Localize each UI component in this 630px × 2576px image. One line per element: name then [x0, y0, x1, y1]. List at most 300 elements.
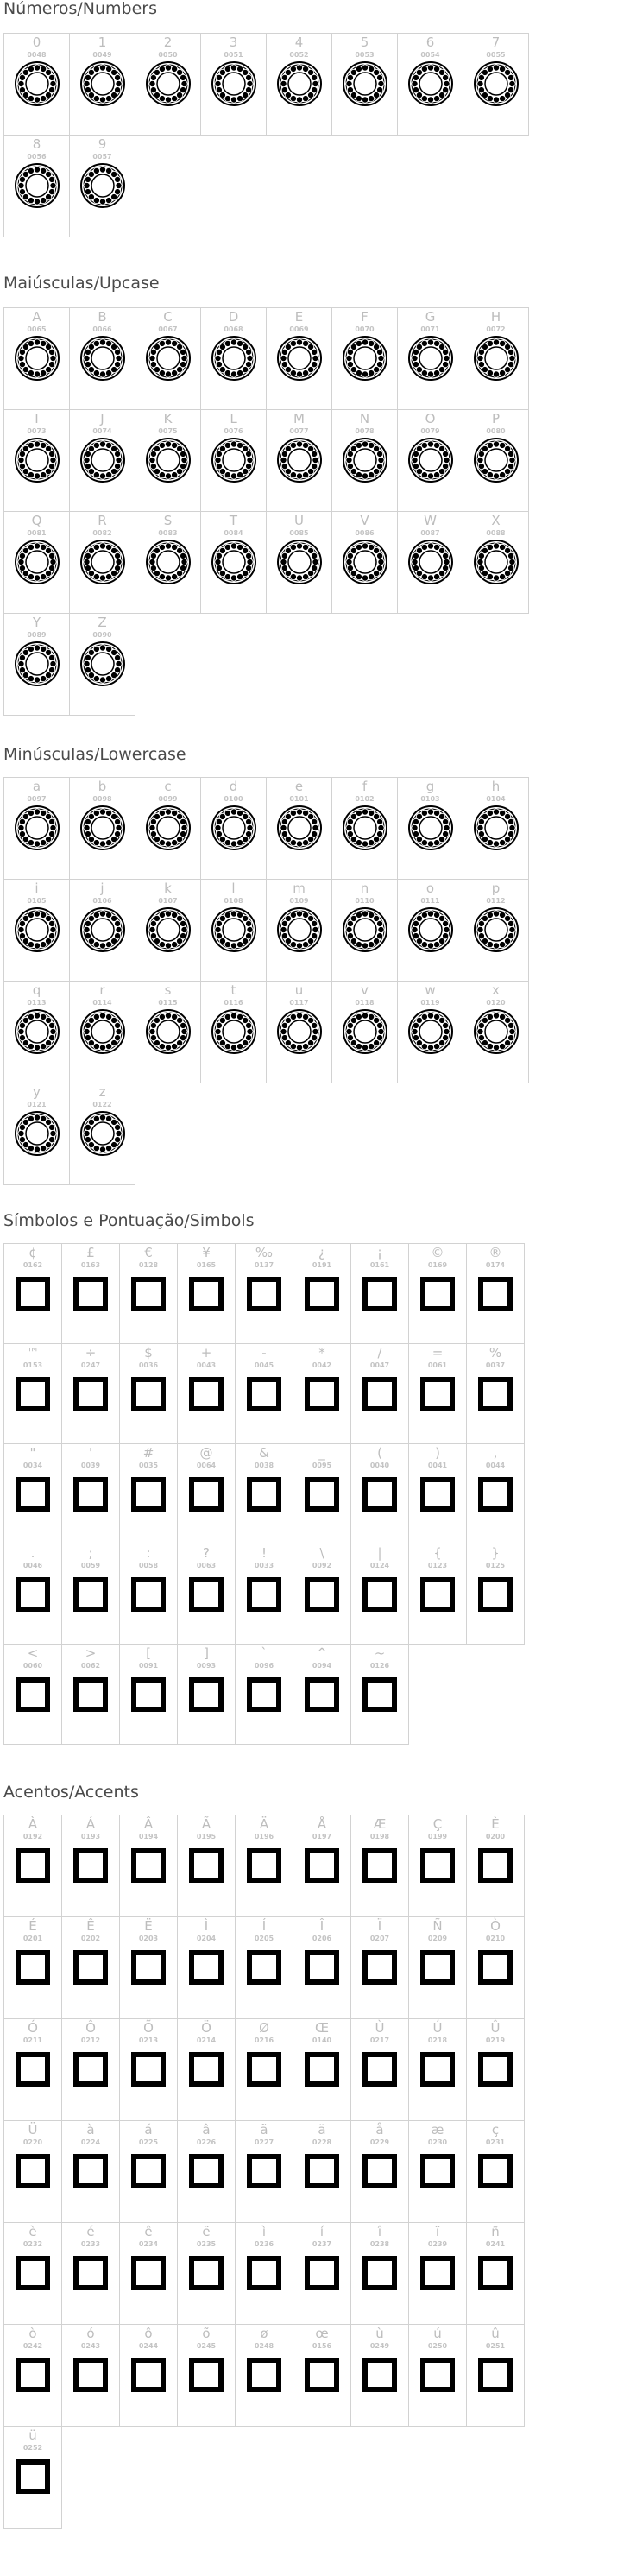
glyph-cell[interactable]	[466, 2120, 525, 2223]
glyph-cell[interactable]	[69, 777, 135, 880]
glyph-cell[interactable]	[69, 409, 135, 512]
glyph-cell[interactable]	[397, 33, 463, 136]
glyph-cell[interactable]	[408, 2324, 467, 2427]
glyph-char-label: ¢	[28, 1245, 37, 1260]
glyph-code-label: 0124	[369, 1562, 390, 1569]
glyph-cell[interactable]	[3, 1815, 62, 1917]
glyph-cell[interactable]	[61, 1544, 120, 1645]
missing-glyph-box-icon	[73, 2256, 108, 2290]
glyph-cell[interactable]	[61, 1443, 120, 1544]
glyph-cell[interactable]	[331, 879, 398, 982]
glyph-cell[interactable]	[3, 33, 70, 136]
glyph-char-label: õ	[202, 2326, 211, 2341]
glyph-char-label: }	[491, 1545, 500, 1561]
glyph-cell[interactable]	[266, 511, 332, 614]
glyph-cell[interactable]	[408, 2222, 467, 2325]
glyph-cell[interactable]	[3, 1916, 62, 2019]
glyph-cell[interactable]	[331, 409, 398, 512]
medallion-glyph-icon	[14, 539, 60, 585]
glyph-char-label: ü	[28, 2428, 37, 2443]
glyph-cell[interactable]	[3, 1443, 62, 1544]
glyph-cell[interactable]	[350, 2324, 409, 2427]
glyph-cell[interactable]	[408, 1544, 467, 1645]
missing-glyph-box-icon	[305, 1577, 339, 1612]
glyph-cell[interactable]	[235, 2120, 293, 2223]
glyph-code-label: 0235	[196, 2240, 217, 2248]
glyph-char-label: A	[32, 309, 41, 325]
glyph-cell[interactable]	[235, 2222, 293, 2325]
glyph-cell[interactable]	[3, 981, 70, 1083]
glyph-cell[interactable]	[463, 33, 529, 136]
glyph-code-label: 0204	[196, 1935, 217, 1942]
glyph-cell[interactable]	[69, 981, 135, 1083]
glyph-cell[interactable]	[119, 1644, 178, 1745]
glyph-code-label: 0105	[27, 897, 47, 905]
glyph-cell[interactable]	[135, 777, 201, 880]
glyph-cell[interactable]	[61, 2018, 120, 2121]
glyph-code-label: 0217	[369, 2036, 390, 2044]
glyph-cell[interactable]	[135, 879, 201, 982]
glyph-char-label: Ë	[144, 1918, 153, 1934]
glyph-char-label: í	[319, 2224, 324, 2239]
glyph-cell[interactable]	[466, 2222, 525, 2325]
glyph-cell[interactable]	[331, 777, 398, 880]
missing-glyph-box-icon	[131, 2358, 166, 2392]
glyph-cell[interactable]	[119, 2222, 178, 2325]
glyph-char-label: ê	[144, 2224, 153, 2239]
glyph-cell[interactable]	[466, 2018, 525, 2121]
glyph-cell[interactable]	[350, 1544, 409, 1645]
glyph-char-label: D	[228, 309, 239, 325]
glyph-code-label: 0174	[485, 1261, 506, 1269]
glyph-cell[interactable]	[397, 879, 463, 982]
glyph-cell[interactable]	[235, 2018, 293, 2121]
glyph-cell[interactable]	[69, 511, 135, 614]
missing-glyph-box-icon	[73, 2052, 108, 2087]
glyph-char-label: {	[433, 1545, 442, 1561]
glyph-cell[interactable]	[266, 777, 332, 880]
missing-glyph-box-icon	[16, 2256, 50, 2290]
medallion-glyph-icon	[79, 1008, 126, 1055]
glyph-cell[interactable]	[397, 981, 463, 1083]
glyph-cell[interactable]	[200, 409, 267, 512]
glyph-cell[interactable]	[119, 2120, 178, 2223]
glyph-cell[interactable]	[119, 1815, 178, 1917]
glyph-cell[interactable]	[293, 1243, 351, 1344]
glyph-code-label: 0211	[22, 2036, 43, 2044]
glyph-code-label: 0243	[80, 2342, 101, 2350]
glyph-char-label: d	[229, 779, 238, 794]
glyph-char-label: c	[164, 779, 172, 794]
glyph-cell[interactable]	[3, 1343, 62, 1444]
medallion-glyph-icon	[276, 1008, 323, 1055]
glyph-cell[interactable]	[350, 1916, 409, 2019]
glyph-char-label: Ì	[204, 1918, 209, 1934]
glyph-cell[interactable]	[293, 2120, 351, 2223]
glyph-char-label: s	[164, 982, 172, 998]
glyph-cell[interactable]	[119, 1916, 178, 2019]
glyph-cell[interactable]	[135, 981, 201, 1083]
glyph-char-label: N	[359, 411, 370, 426]
glyph-cell[interactable]	[61, 1243, 120, 1344]
missing-glyph-box-icon	[247, 1848, 281, 1883]
glyph-char-label: M	[293, 411, 305, 426]
glyph-cell[interactable]	[177, 1243, 236, 1344]
glyph-char-label: F	[361, 309, 369, 325]
missing-glyph-box-icon	[131, 2256, 166, 2290]
glyph-cell[interactable]	[3, 2426, 62, 2529]
glyph-code-label: 0162	[22, 1261, 43, 1269]
glyph-cell[interactable]	[69, 307, 135, 410]
glyph-cell[interactable]	[350, 1815, 409, 1917]
glyph-cell[interactable]	[331, 511, 398, 614]
missing-glyph-box-icon	[362, 1477, 397, 1512]
glyph-cell[interactable]	[235, 1815, 293, 1917]
missing-glyph-box-icon	[73, 1577, 108, 1612]
glyph-char-label: q	[32, 982, 41, 998]
glyph-cell[interactable]	[408, 1815, 467, 1917]
glyph-code-label: 0106	[92, 897, 112, 905]
glyph-code-label: 0084	[224, 529, 243, 537]
glyph-cell[interactable]	[61, 1815, 120, 1917]
glyph-cell[interactable]	[177, 1815, 236, 1917]
glyph-code-label: 0203	[138, 1935, 159, 1942]
glyph-cell[interactable]	[293, 1916, 351, 2019]
glyph-char-label: j	[100, 881, 104, 896]
glyph-cell[interactable]	[463, 409, 529, 512]
glyph-code-label: 0193	[80, 1833, 101, 1840]
missing-glyph-box-icon	[478, 1377, 513, 1411]
glyph-cell[interactable]	[3, 613, 70, 716]
glyph-cell[interactable]	[3, 777, 70, 880]
glyph-cell[interactable]	[331, 33, 398, 136]
glyph-char-label: =	[432, 1345, 444, 1361]
missing-glyph-box-icon	[420, 2154, 455, 2188]
glyph-code-label: 0103	[420, 795, 440, 803]
glyph-cell[interactable]	[408, 1443, 467, 1544]
medallion-glyph-icon	[342, 906, 388, 953]
glyph-cell[interactable]	[466, 2324, 525, 2427]
glyph-code-label: 0068	[224, 325, 243, 333]
glyph-cell[interactable]	[293, 2324, 351, 2427]
glyph-cell[interactable]	[177, 2222, 236, 2325]
glyph-cell[interactable]	[200, 511, 267, 614]
glyph-cell[interactable]	[177, 1916, 236, 2019]
glyph-cell[interactable]	[61, 1916, 120, 2019]
glyph-char-label: :	[146, 1545, 151, 1561]
missing-glyph-box-icon	[73, 2154, 108, 2188]
glyph-cell[interactable]	[119, 1243, 178, 1344]
missing-glyph-box-icon	[420, 2358, 455, 2392]
missing-glyph-box-icon	[16, 1848, 50, 1883]
glyph-cell[interactable]	[69, 135, 135, 237]
missing-glyph-box-icon	[478, 1848, 513, 1883]
glyph-code-label: 0226	[196, 2138, 217, 2146]
glyph-char-label: >	[85, 1645, 97, 1661]
glyph-cell[interactable]	[200, 33, 267, 136]
glyph-cell[interactable]	[69, 613, 135, 716]
glyph-cell[interactable]	[466, 1815, 525, 1917]
medallion-glyph-icon	[14, 1110, 60, 1157]
glyph-char-label: n	[360, 881, 369, 896]
missing-glyph-box-icon	[73, 1477, 108, 1512]
missing-glyph-box-icon	[420, 1950, 455, 1985]
glyph-code-label: 0071	[420, 325, 440, 333]
glyph-cell[interactable]	[408, 2120, 467, 2223]
glyph-cell[interactable]	[293, 1644, 351, 1745]
medallion-glyph-icon	[211, 1008, 257, 1055]
glyph-char-label: Ç	[432, 1816, 443, 1832]
glyph-code-label: 0228	[312, 2138, 332, 2146]
missing-glyph-box-icon	[131, 1477, 166, 1512]
glyph-cell[interactable]	[3, 2120, 62, 2223]
glyph-cell[interactable]	[235, 2324, 293, 2427]
glyph-cell[interactable]	[200, 307, 267, 410]
glyph-cell[interactable]	[350, 1343, 409, 1444]
glyph-cell[interactable]	[266, 981, 332, 1083]
missing-glyph-box-icon	[362, 1277, 397, 1311]
glyph-code-label: 0057	[92, 153, 112, 161]
medallion-glyph-icon	[79, 437, 126, 483]
glyph-cell[interactable]	[61, 2324, 120, 2427]
glyph-cell[interactable]	[177, 1644, 236, 1745]
missing-glyph-box-icon	[189, 1277, 224, 1311]
glyph-code-label: 0218	[427, 2036, 448, 2044]
medallion-glyph-icon	[211, 335, 257, 382]
glyph-cell[interactable]	[350, 2018, 409, 2121]
glyph-cell[interactable]	[463, 511, 529, 614]
glyph-cell[interactable]	[463, 307, 529, 410]
glyph-cell[interactable]	[61, 2222, 120, 2325]
glyph-cell[interactable]	[266, 879, 332, 982]
glyph-cell[interactable]	[3, 1644, 62, 1745]
glyph-cell[interactable]	[466, 1243, 525, 1344]
glyph-cell[interactable]	[3, 1083, 70, 1185]
medallion-glyph-icon	[342, 60, 388, 107]
missing-glyph-box-icon	[189, 1677, 224, 1712]
glyph-char-label: )	[435, 1445, 440, 1461]
glyph-code-label: 0070	[355, 325, 375, 333]
glyph-cell[interactable]	[466, 1443, 525, 1544]
glyph-cell[interactable]	[3, 2324, 62, 2427]
glyph-code-label: 0102	[355, 795, 375, 803]
glyph-char-label: 2	[163, 35, 173, 50]
glyph-cell[interactable]	[235, 1343, 293, 1444]
missing-glyph-box-icon	[247, 2052, 281, 2087]
glyph-cell[interactable]	[331, 981, 398, 1083]
medallion-glyph-icon	[79, 539, 126, 585]
glyph-cell[interactable]	[466, 1916, 525, 2019]
glyph-cell[interactable]	[463, 879, 529, 982]
glyph-code-label: 0055	[486, 51, 506, 59]
glyph-cell[interactable]	[266, 409, 332, 512]
medallion-glyph-icon	[79, 60, 126, 107]
medallion-glyph-icon	[473, 539, 520, 585]
glyph-cell[interactable]	[177, 2120, 236, 2223]
glyph-cell[interactable]	[397, 777, 463, 880]
glyph-cell[interactable]	[119, 1443, 178, 1544]
glyph-cell[interactable]	[397, 409, 463, 512]
glyph-cell[interactable]	[69, 879, 135, 982]
glyph-cell[interactable]	[331, 307, 398, 410]
glyph-cell[interactable]	[3, 307, 70, 410]
glyph-code-label: 0062	[80, 1662, 101, 1670]
glyph-cell[interactable]	[119, 2324, 178, 2427]
missing-glyph-box-icon	[16, 1277, 50, 1311]
glyph-code-label: 0126	[369, 1662, 390, 1670]
glyph-code-label: 0207	[369, 1935, 390, 1942]
glyph-code-label: 0163	[80, 1261, 101, 1269]
missing-glyph-box-icon	[478, 1277, 513, 1311]
glyph-cell[interactable]	[3, 135, 70, 237]
glyph-cell[interactable]	[135, 307, 201, 410]
glyph-cell[interactable]	[266, 33, 332, 136]
glyph-code-label: 0247	[80, 1361, 101, 1369]
glyph-code-label: 0251	[485, 2342, 506, 2350]
glyph-cell[interactable]	[235, 1243, 293, 1344]
glyph-cell[interactable]	[408, 1916, 467, 2019]
glyph-char-label: ä	[318, 2122, 326, 2137]
glyph-char-label: H	[490, 309, 501, 325]
glyph-cell[interactable]	[61, 1343, 120, 1444]
medallion-glyph-icon	[342, 539, 388, 585]
glyph-cell[interactable]	[200, 981, 267, 1083]
medallion-glyph-icon	[211, 906, 257, 953]
glyph-code-label: 0099	[158, 795, 178, 803]
glyph-cell[interactable]	[177, 2324, 236, 2427]
glyph-code-label: 0165	[196, 1261, 217, 1269]
glyph-char-label: Ö	[201, 2020, 211, 2036]
glyph-cell[interactable]	[3, 511, 70, 614]
glyph-code-label: 0051	[224, 51, 243, 59]
glyph-cell[interactable]	[235, 1443, 293, 1544]
glyph-cell[interactable]	[61, 1644, 120, 1745]
missing-glyph-box-icon	[247, 2154, 281, 2188]
glyph-code-label: 0044	[485, 1462, 506, 1469]
glyph-cell[interactable]	[3, 1544, 62, 1645]
medallion-glyph-icon	[211, 60, 257, 107]
glyph-cell[interactable]	[61, 2120, 120, 2223]
glyph-code-label: 0073	[27, 427, 47, 435]
glyph-char-label: p	[491, 881, 501, 896]
glyph-cell[interactable]	[408, 1243, 467, 1344]
glyph-cell[interactable]	[3, 409, 70, 512]
missing-glyph-box-icon	[73, 1277, 108, 1311]
glyph-cell[interactable]	[408, 2018, 467, 2121]
glyph-code-label: 0110	[355, 897, 375, 905]
glyph-cell[interactable]	[235, 1644, 293, 1745]
glyph-cell[interactable]	[408, 1343, 467, 1444]
glyph-char-label: o	[425, 881, 435, 896]
missing-glyph-box-icon	[131, 1577, 166, 1612]
glyph-cell[interactable]	[119, 1544, 178, 1645]
medallion-glyph-icon	[211, 539, 257, 585]
glyph-char-label: 8	[32, 136, 41, 152]
glyph-cell[interactable]	[463, 981, 529, 1083]
glyph-cell[interactable]	[200, 777, 267, 880]
glyph-cell[interactable]	[135, 33, 201, 136]
glyph-code-label: 0037	[485, 1361, 506, 1369]
missing-glyph-box-icon	[362, 1377, 397, 1411]
glyph-cell[interactable]	[293, 1443, 351, 1544]
missing-glyph-box-icon	[305, 2052, 339, 2087]
glyph-char-label: ã	[260, 2122, 268, 2137]
glyph-cell[interactable]	[293, 1544, 351, 1645]
glyph-char-label: Ù	[375, 2020, 385, 2036]
glyph-cell[interactable]	[177, 1544, 236, 1645]
glyph-cell[interactable]	[350, 1644, 409, 1745]
glyph-char-label: Ï	[377, 1918, 382, 1934]
medallion-glyph-icon	[342, 1008, 388, 1055]
glyph-char-label: ì	[261, 2224, 267, 2239]
glyph-cell[interactable]	[135, 511, 201, 614]
glyph-cell[interactable]	[466, 1343, 525, 1444]
glyph-cell[interactable]	[3, 879, 70, 982]
glyph-char-label: ~	[374, 1645, 386, 1661]
glyph-cell[interactable]	[293, 1343, 351, 1444]
glyph-char-label: å	[375, 2122, 384, 2137]
medallion-glyph-icon	[276, 906, 323, 953]
glyph-cell[interactable]	[3, 2018, 62, 2121]
glyph-code-label: 0046	[22, 1562, 43, 1569]
medallion-glyph-icon	[473, 335, 520, 382]
glyph-cell[interactable]	[397, 307, 463, 410]
glyph-cell[interactable]	[463, 777, 529, 880]
glyph-code-label: 0108	[224, 897, 243, 905]
glyph-cell[interactable]	[235, 1916, 293, 2019]
glyph-char-label: Æ	[373, 1816, 387, 1832]
glyph-cell[interactable]	[466, 1544, 525, 1645]
glyph-char-label: £	[86, 1245, 95, 1260]
glyph-code-label: 0045	[254, 1361, 274, 1369]
glyph-cell[interactable]	[69, 33, 135, 136]
medallion-glyph-icon	[14, 162, 60, 209]
glyph-cell[interactable]	[177, 1443, 236, 1544]
glyph-cell[interactable]	[69, 1083, 135, 1185]
glyph-code-label: 0111	[420, 897, 440, 905]
glyph-char-label: û	[491, 2326, 500, 2341]
glyph-cell[interactable]	[293, 2222, 351, 2325]
glyph-code-label: 0036	[138, 1361, 159, 1369]
medallion-glyph-icon	[342, 335, 388, 382]
glyph-code-label: 0049	[92, 51, 112, 59]
missing-glyph-box-icon	[362, 1848, 397, 1883]
glyph-cell[interactable]	[3, 1243, 62, 1344]
glyph-cell[interactable]	[397, 511, 463, 614]
glyph-cell[interactable]	[350, 1443, 409, 1544]
glyph-char-label: ‰	[255, 1245, 274, 1260]
glyph-cell[interactable]	[266, 307, 332, 410]
glyph-cell[interactable]	[235, 1544, 293, 1645]
glyph-cell[interactable]	[350, 1243, 409, 1344]
glyph-char-label: _	[318, 1445, 325, 1461]
glyph-cell[interactable]	[119, 1343, 178, 1444]
glyph-char-label: ø	[260, 2326, 268, 2341]
glyph-cell[interactable]	[293, 1815, 351, 1917]
glyph-cell[interactable]	[177, 1343, 236, 1444]
glyph-cell[interactable]	[135, 409, 201, 512]
glyph-cell[interactable]	[119, 2018, 178, 2121]
glyph-char-label: ™	[26, 1345, 40, 1361]
glyph-char-label: Ó	[28, 2020, 38, 2036]
glyph-cell[interactable]	[200, 879, 267, 982]
glyph-cell[interactable]	[177, 2018, 236, 2121]
glyph-cell[interactable]	[350, 2120, 409, 2223]
glyph-cell[interactable]	[350, 2222, 409, 2325]
glyph-cell[interactable]	[293, 2018, 351, 2121]
glyph-cell[interactable]	[3, 2222, 62, 2325]
missing-glyph-box-icon	[305, 2256, 339, 2290]
